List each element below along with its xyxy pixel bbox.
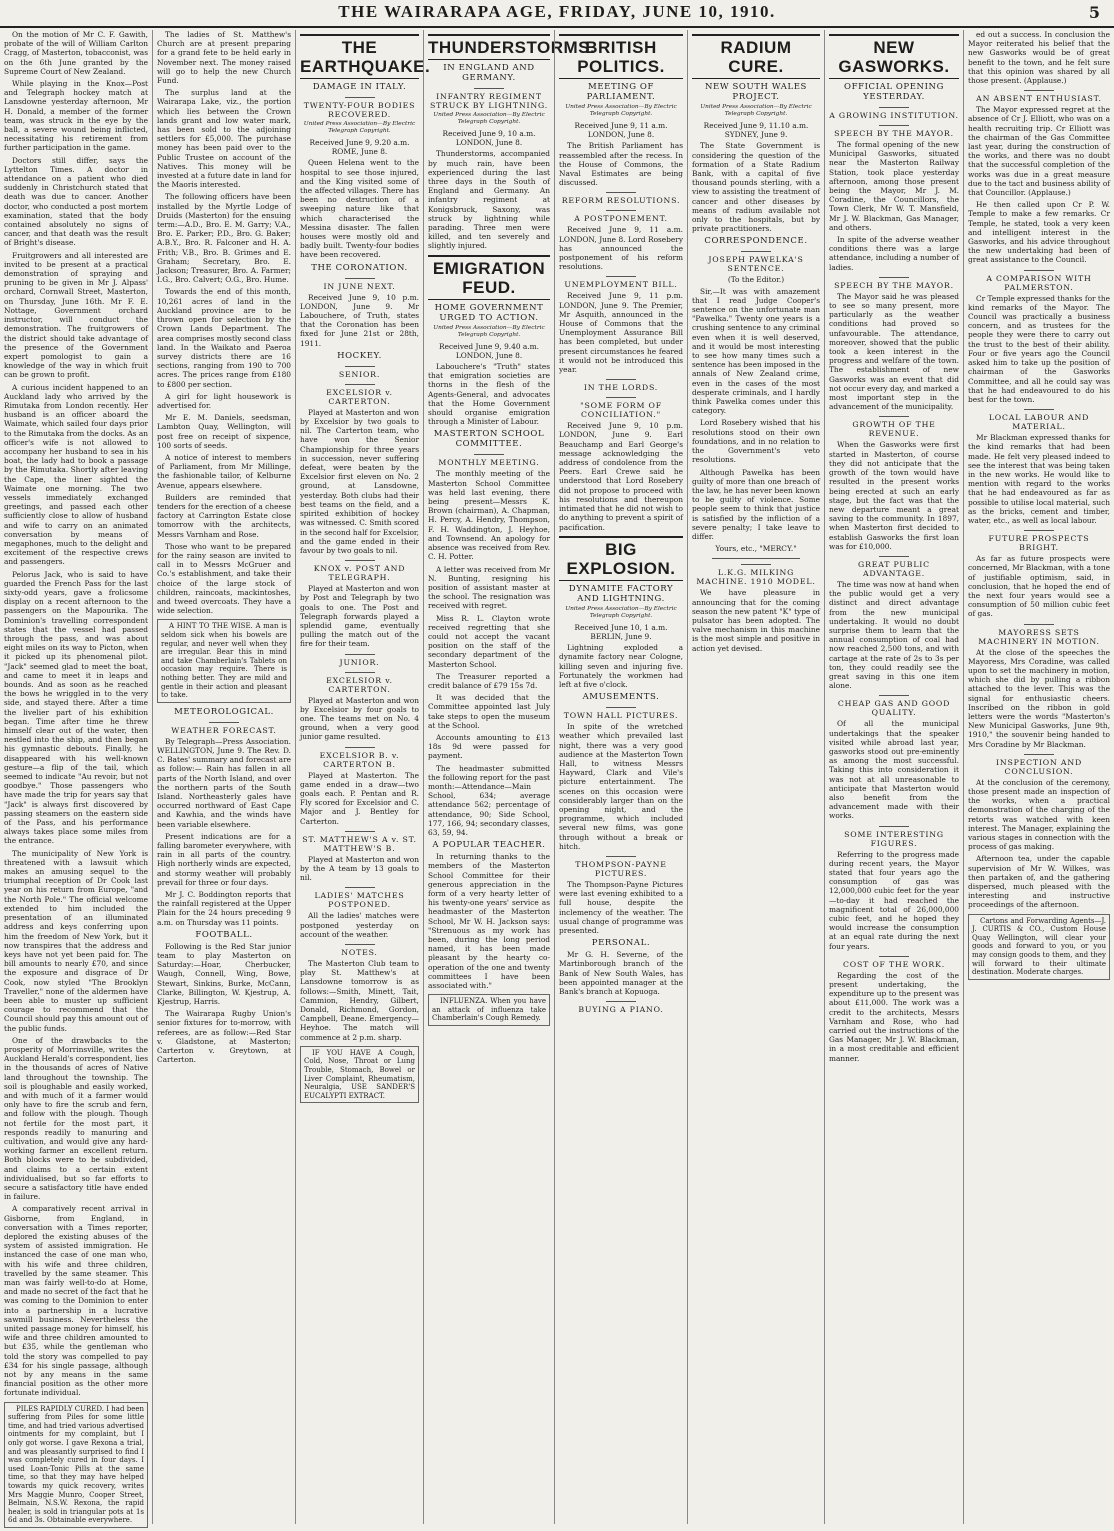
paragraph: The time was now at hand when the public would get a very distinct and direct advantage from the new municipal undertaking. It would no doubt surprise them to learn that the annual consumption of coal had now reached 2,500 tons, and with cartage at the rate of 2s to 3s per ton, they could readily see the great saving in this one item alone.: [829, 579, 959, 691]
paragraph: Received June 9, 11 a.m. LONDON, June 8. Lord Rosebery has announced the postponement of his reform resolutions.: [559, 225, 683, 272]
subheading: SPEECH BY THE MAYOR.: [829, 277, 959, 290]
subheading: OFFICIAL OPENING YESTERDAY.: [844, 82, 944, 102]
subheading: TWENTY-FOUR BODIES RECOVERED.: [300, 97, 419, 119]
advertisement: INFLUENZA. When you have an attack of influenza take Chamberlain's Cough Remedy.: [428, 994, 550, 1026]
paragraph: A curious incident happened to an Auckland lady who arrived by the Rimutaka from London recently. Her husband is an officer aboard the Waimate, which sailed four days prior to the Rimutaka from the docks. As an officer's wife is not allowed to accompany her husband to sea in his boat, the lady had to book a passage by the Rimutaka. Shortly after leaving the Cape, the liner sighted the Waimate one morning. The two vessels immediately exchanged greetings, and passed each other sufficiently close to allow of husband and wife to carry on an animated conversation by means of megaphones, much to the delight and excitement of the respective crews and passengers.: [4, 382, 148, 567]
paragraph: It was decided that the Committee appointed last July take steps to open the museum at the School.: [428, 693, 550, 730]
paragraph: The monthly meeting of the Masterton School Committee was held last evening, there being present—Messrs K. Brown (chairman), A. Chapman, H. Percy, A. Hendry, Thompson, F. H. Waddington, J. Heyhoe, and Townsend. An apology for absence was received from Rev. C. H. Potter.: [428, 469, 550, 562]
paragraph: Lord Rosebery wished that his resolutions stood on their own foundations, and in no relation to the Government's veto resolutions.: [692, 418, 820, 465]
masthead-title: THE WAIRARAPA AGE, FRIDAY, JUNE 10, 1910.: [338, 2, 776, 21]
subheading: A COMPARISON WITH PALMERSTON.: [968, 270, 1110, 292]
column-5: [554, 30, 687, 1524]
paragraph: Present indications are for a falling barometer everywhere, with rain in all parts of the country. High northerly winds are expected, and stormy weather will probably prevail for three or four days.: [157, 831, 291, 887]
subheading: KNOX v. POST AND TELEGRAPH.: [300, 560, 419, 582]
editor-note: (To the Editor.): [727, 275, 785, 285]
headline: EMIGRATION FEUD.: [428, 255, 550, 300]
paragraph: Afternoon tea, under the capable supervision of Mr W. Wilkes, was then partaken of, and the gathering dispersed, much pleased with the interesting and instructive proceedings of the afternoon.: [968, 854, 1110, 910]
paragraph: Thunderstorms, accompanied by much rain, have been experienced during the last three days in the South of England and Germany. An infantry regiment at Konigsbruck, Saxony, was struck by lightning while parading. Three men were killed, and ten severely and slightly injured.: [428, 149, 550, 251]
paragraph: The following officers have been installed by the Myrtle Lodge of Druids (Masterton) for the ensuing term:—A.D., Bro. E. M. Garry; V.A., Bro. E. Parker; P.D., Bro. G. Baker; A.B.Y., Bro. R. Falconer and H. A. Frith; V.B., Bro. B. Grimes and E. Graham; Secretary, Bro. E. Jackson; Treasurer, Bro. A. Farmer; I.G., Bro. Calvert; O.G., Bro. Hume.: [157, 192, 291, 285]
paragraph: ed out a success. In conclusion the Mayor reiterated his belief that the new Gasworks would be of great benefit to the town, and he felt sure that this opinion was shared by all those present. (Applause.): [968, 30, 1110, 86]
advertisement: PILES RAPIDLY CURED. I had been suffering from Piles for some little time, and had tried various advertised ointments for my complaint, but I only got worse. I gave Rexona a trial, and was pleasantly surprised to find I was completely cured in four days. I used Loan-Tonic Pills at the same time, so that they may have helped towards my quick recovery, writes Mrs Maggie Munro, Cooper Street, Belmain, N.S.W. Rexona, the rapid healer, is sold in triangular pots at 1s 6d and 3s. Obtainable everywhere.: [4, 1402, 148, 1528]
subheading: JUNIOR.: [300, 654, 419, 667]
paragraph: By Telegraph—Press Association. WELLINGTON, June 9. The Rev. D. C. Bates' summary and forecast are as follow:— Rain has fallen in all parts of the North Island, and over the northern parts of the South Island. Northeasterly gales have occurred northward of East Cape and Kawhia, and the winds have been variable elsewhere.: [157, 736, 291, 829]
section-heading: MASTERTON SCHOOL COMMITTEE.: [433, 429, 545, 450]
section-heading: FOOTBALL.: [195, 929, 253, 940]
paragraph: Those who want to be prepared for the rainy season are invited to call in to Messrs McGruer and Co.'s establishment, and take their choice of the large stock of children, raincoats, mackintoshes, and tweed overcoats. They have a wide selection.: [157, 541, 291, 616]
subheading: AN ABSENT ENTHUSIAST.: [968, 90, 1110, 103]
paragraph: Labouchere's "Truth" states that emigration societies are thorns in the flesh of the Agents-General, and advocates that the Home Government should organise emigration through a Minister of Labour.: [428, 362, 550, 427]
subheading: NOTES.: [300, 944, 419, 957]
paragraph: Played at Masterton. The game ended in a draw—two goals each. P. Pentan and R. Fly scored for Excelsior and C. Major and J. Bentley for Carterton.: [300, 770, 419, 826]
page-number: 5: [1088, 3, 1100, 22]
subheading: TOWN HALL PICTURES.: [559, 707, 683, 720]
paragraph: Cr Temple expressed thanks for the kind remarks of the Mayor. The Council was practically a business concern, and as trustees for the people they were there to carry out the trust to the best of their ability. Four or five years ago the Council asked him to take up the position of chairman of the Gasworks Committee, and all he could say was that he had endeavoured to do his best for the town.: [968, 293, 1110, 404]
section-heading: HOCKEY.: [337, 350, 382, 361]
subheading: "SOME FORM OF CONCILIATION.": [559, 397, 683, 419]
paragraph: One of the drawbacks to the prosperity of Morrinsville, writes the Auckland Herald's correspondent, lies in the thousands of acres of Native land throughout the township. The soil is ploughable and easily worked, and with much of it a farmer would only have to fire the scrub and fern, and follow with the plough. Though not fertile for the most part, it responds readily to manuring and cultivation, and would give any hard-working farmer an excellent return. Both blocks were to be subdivided, and claims to a certain extent individualised, but so far efforts to secure a satisfactory title have ended in failure.: [4, 1035, 148, 1202]
headline: RADIUM CURE.: [692, 34, 820, 79]
paragraph: A comparatively recent arrival in Gisborne, from England, in conversation with a Times reporter, deplored the existing abuses of the system of assisted immigration. He instanced the case of one man who, with his wife and three children, travelled by the same steamer. This man was fairly well-to-do at Home, and made no secret of the fact that he was coming to the Dominion to enter into a partnership in a lucrative sawmill business. Nevertheless the united passage money for himself, his wife and three children amounted to but £35, while the gentleman who told the story was compelled to pay £34 for his single passage, although not by any means in the same financial position as the other more fortunate individual.: [4, 1204, 148, 1398]
paragraph: The British Parliament has reassembled after the recess. In the House of Commons, the Naval Estimates are being discussed.: [559, 141, 683, 188]
headline: NEW GASWORKS.: [829, 34, 959, 79]
paragraph: Mr E. M. Daniels, seedsman, Lambton Quay, Wellington, will post free on receipt of sixpence, 100 sorts of seeds.: [157, 413, 291, 450]
paragraph: Mr J. C. Boddington reports that the rainfall registered at the Upper Plain for the 24 hours preceding 9 a.m. on Thursday was 11 points.: [157, 889, 291, 927]
masthead: [0, 0, 1114, 28]
subheading: COST OF THE WORK.: [829, 956, 959, 969]
paragraph: Received June 9, 11 p.m. LONDON, June 9. The Premier, Mr Asquith, announced in the House of Commons that the Unemployment Assurance Bill has been completed, but under present circumstances he feared it would not be introduced this year.: [559, 291, 683, 375]
subheading: A POSTPONEMENT.: [559, 210, 683, 223]
advertisement: A HINT TO THE WISE. A man is seldom sick when his bowels are regular, and never well when they are irregular. Bear this in mind and take Chamberlain's Tablets on occasion may require. There is nothing better. They are mild and gentle in their action and pleasant to take.: [157, 619, 291, 702]
column-1: [0, 30, 152, 1524]
paragraph: The Thompson-Payne Pictures were last evening exhibited to a full house, despite the inclemency of the weather. The usual change of programme was presented.: [559, 879, 683, 935]
paragraph: The municipality of New York is threatened with a lawsuit which makes an amusing sequel to the triumphal reception of Dr Cook last year on his return from Europe, "and the North Pole." The official welcome extended to him included the presentation of an illuminated address and keys conferring upon him the freedom of New York, but it now transpires that the address and keys have not yet been paid for. The bill amounts to nearly £70, and since the exposure and disgrace of Dr Cook, now styled "The Brooklyn Traveller," none of the aldermen have been able to muster up sufficient courage to recommend that the Council should pay this amount out of the public funds.: [4, 848, 148, 1033]
paragraph: Builders are reminded that tenders for the erection of a cheese factory at Carrington Estate close tomorrow with the architects, Messrs Varnham and Rose.: [157, 492, 291, 539]
paragraph: The Wairarapa Rugby Union's senior fixtures for to-morrow, with referees, are as follow:—Red Star v. Gladstone, at Masterton; Carterton v. Greytown, at Carterton.: [157, 1009, 291, 1065]
paragraph: As far as future prospects were concerned, Mr Blackman, with a tone of justifiable optimism, said, in conclusion, that he hoped the end of the next four years would see a consumption of 50 million cubic feet of gas.: [968, 554, 1110, 619]
paragraph: At the conclusion of the ceremony, those present made an inspection of the works, when a practical demonstration of the charging of the retorts was watched with keen interest. The Manager, explaining the various stages in connection with the process of gas making.: [968, 777, 1110, 852]
section-heading: METEOROLOGICAL.: [174, 706, 274, 717]
paragraph: All the ladies' matches were postponed yesterday on account of the weather.: [300, 911, 419, 939]
paragraph: The formal opening of the new Municipal Gasworks, situated near the Masterton Railway Station, took place yesterday afternoon, among those present being the Mayor, Mr J. M. Coradine, the Councillors, the Town Clerk, Mr W. T. Mansfield, Mr J. W. Blackman, Gas Manager, and others.: [829, 140, 959, 232]
subheading: GREAT PUBLIC ADVANTAGE.: [829, 556, 959, 578]
column-6: [687, 30, 824, 1524]
headline: BIG EXPLOSION.: [559, 536, 683, 581]
subheading: DYNAMITE FACTORY AND LIGHTNING.: [568, 583, 674, 604]
paragraph: Referring to the progress made during recent years, the Mayor stated that four years ago the consumption of gas was 12,000,000 cubic feet for the year—to-day it had reached the magnificent total of 26,000,000 cubic feet, and he hoped they would increase the consumption at an equal rate during the next four years.: [829, 849, 959, 951]
column-3: [295, 30, 431, 1524]
paragraph: The ladies of St. Matthew's Church are at present preparing for a grand fete to be held early in November next. The money raised will go to help the new Church Fund.: [157, 30, 291, 86]
paragraph: The Treasurer reported a credit balance of £79 15s 7d.: [428, 671, 550, 690]
paragraph: Although Pawelka has been guilty of more than one breach of the law, he has never been known to be guilty of violence. Some people seem to think that justice is satisfied by the infliction of a severe penalty; I take leave to differ.: [692, 467, 820, 541]
wire-credit: United Press Association—By Electric Telegraph Copyright.: [700, 104, 812, 117]
subheading: LADIES' MATCHES POSTPONED.: [300, 887, 419, 909]
paragraph: The surplus land at the Wairarapa Lake, viz., the portion which lies between the Crown lands grant and low water mark, has been sold to the adjoining settlers for £5,000. The purchase money has been paid over to the Public Trustee on account of the Natives. This money will be invested at a future date in land for the Maoris interested.: [157, 88, 291, 190]
dateline: Received June 9, 11.10 a.m. SYDNEY, June 9.: [703, 121, 809, 140]
advertisement: IF YOU HAVE A Cough, Cold, Nose, Throat or Lung Trouble, Stomach, Bowel or Liver Complaint, Rheumatism, Neuralgia, USE SANDER'S EUCALYPTI EXTRACT.: [300, 1046, 419, 1104]
paragraph: The Mayor said he was pleased to see so many present, more particularly as the weather conditions had proved so unfavourable. The attendance, moreover, showed that the public took a keen interest in the progress and welfare of the town. The establishment of new Gasworks was an event that did not occur every day, and marked a most important step in the advancement of the municipality.: [829, 291, 959, 412]
divider: [712, 558, 800, 559]
paragraph: On the motion of Mr C. F. Gawith, probate of the will of William Carlton Cragg, of Masterton, tobacconist, was on the 6th June granted by the Supreme Court of New Zealand.: [4, 30, 148, 76]
subheading: JOSEPH PAWELKA'S SENTENCE.: [692, 251, 820, 273]
section-heading: CORRESPONDENCE.: [704, 236, 808, 247]
subheading: SOME INTERESTING FIGURES.: [829, 826, 959, 848]
paragraph: Following is the Red Star junior team to play Masterton on Saturday:—Hoar, Cherbucker, Waugh, Connell, Wing, Bowe, Stewart, Sinkins, Burke, McCann, Clarke, Billington, W. Kjestrup, A. Kjestrup, Harris.: [157, 941, 291, 1007]
paragraph: Mr Blackman expressed thanks for the kind remarks that had been made. He felt very pleased indeed to see the interest that was being taken in the new works. He would like to mention with regard to the works that he had endeavoured as far as possible to utilise local material, such as the bricks, cement and timber, water, etc., as well as local labour.: [968, 433, 1110, 525]
paragraph: The Masterton Club team to play St. Matthew's at Lansdowne tomorrow is as follows:—Smith, Minett, Tait, Cammion, Hendry, Gilbert, Donald, Richmond, Gordon, Campbell, Deane. Emergency—Heyhoe. The match will commence at 2 p.m. sharp.: [300, 958, 419, 1042]
dateline: Received June 9, 9.20 a.m. ROME, June 8.: [309, 138, 410, 157]
signature: Yours, etc., "MERCY.": [715, 544, 797, 554]
subheading: INSPECTION AND CONCLUSION.: [968, 754, 1110, 776]
paragraph: Played at Masterton and won by Excelsior by two goals to nil. The Carterton team, who have won the Senior Championship for three years in succession, never suffering defeat, were beaten by the Excelsior first eleven on No. 2 ground, at Lansdowne, yesterday. Both clubs had their best teams on the field, and a spirited exhibition of hockey was witnessed. C. Smith scored in the second half for Excelsior, and the game ended in their favour by two goals to nil.: [300, 407, 419, 555]
paragraph: Fruitgrowers and all interested are invited to be present at a practical demonstration of spraying and pruning to be given in Mr J. Alpass' orchard, Cornwall Street, Masterton, on Thursday, June 16th. Mr F. E. Nottage, Government orchard instructor, will conduct the demonstration. The fruitgrowers of the district should take advantage of the presence of the Government expert pomologist to gain a knowledge of the way in which fruit can be grown to profit.: [4, 250, 148, 380]
subheading: SPEECH BY THE MAYOR.: [829, 125, 959, 138]
headline: THE EARTHQUAKE.: [300, 34, 419, 79]
paragraph: At the close of the speeches the Mayoress, Mrs Coradine, was called upon to set the machinery in motion, which she did by pulling a ribbon attached to the lever. This was the signal for enthusiastic cheers. Inscribed on the ribbon in gold letters were the words "Masterton's New Municipal Gasworks, June 9th, 1910," the souvenir being handed to Mrs Coradine by Mr Blackman.: [968, 647, 1110, 749]
subheading: NEW SOUTH WALES PROJECT.: [705, 82, 807, 102]
paragraph: The Mayor expressed regret at the absence of Cr J. Elliott, who was on a health recruiting trip. Cr Elliott was the chairman of the Gas Committee last year, during the construction of the works, and there was no doubt that the successful completion of the works was due in a great measure due to the tact and business ability of that Councillor. (Applause.): [968, 105, 1110, 198]
subheading: GROWTH OF THE REVENUE.: [829, 416, 959, 438]
wire-credit: United Press Association—By Electric Telegraph Copyright.: [433, 112, 545, 125]
subheading: EXCELSIOR B. v. CARTERTON B.: [300, 747, 419, 769]
paragraph: Played at Masterton and won by the A team by 13 goals to nil.: [300, 854, 419, 883]
paragraph: When the Gasworks were first started in Masterton, of course they did not anticipate that the growth of the town would have resulted in the present works being erected at such an early stage, but the fact was that the new departure meant a great saving to the community. In 1897, when Masterton first decided to establish Gasworks the first loan was for £10,000.: [829, 440, 959, 551]
subheading: MAYORESS SETS MACHINERY IN MOTION.: [968, 624, 1110, 646]
subheading: L.K.G. MILKING MACHINE. 1910 MODEL.: [692, 564, 820, 586]
paragraph: Of all the municipal undertakings that the speaker visited while abroad last year, gasworks stood out pre-eminently as among the most successful. Taking this into consideration it was not at all unreasonable to anticipate that Masterton would also benefit from the advancement made with their works.: [829, 719, 959, 821]
dateline: Received June 9, 11 a.m. LONDON, June 8.: [574, 121, 668, 140]
subheading: IN ENGLAND AND GERMANY.: [443, 63, 535, 83]
paragraph: Received June 9, 10 p.m. LONDON, June 9. Earl Beauchamp and Earl George's message acknowledging the address of condolence from the Peers. Earl Crewe said he understood that Lord Rosebery did not propose to proceed with his resolutions and thereupon intimated that he did not wish to do anything to prevent a spirit of pacification.: [559, 421, 683, 532]
subheading: REFORM RESOLUTIONS.: [559, 192, 683, 205]
paragraph: In returning thanks to the members of the Masterton School Committee for their generous appreciation in the form of a very hearty letter of his twenty-one years' service as headmaster of the Masterton School, Mr W. H. Jackson says: "Strenuous as my work has been, during the long period named, it has been made pleasant by the hearty co-operation of the one and twenty committees I have been associated with.": [428, 852, 550, 991]
subheading: UNEMPLOYMENT BILL.: [559, 276, 683, 289]
subheading: EXCELSIOR v. CARTERTON.: [300, 672, 419, 694]
advertisement: Cartons and Forwarding Agents—J. J. CURTIS & CO., Custom House Quay Wellington, will clear your goods and forward to you, or you may consign goods to them, and they will forward to their ultimate destination. Moderate charges.: [968, 914, 1110, 980]
paragraph: Received June 9, 10 p.m. LONDON, June 9. Mr Labouchere, of Truth, states that the Coronation has been fixed for June 21st or 28th, 1911.: [300, 292, 419, 348]
subheading: BUYING A PIANO.: [559, 1001, 683, 1014]
paragraph: Lightning exploded a dynamite factory near Cologne, killing seven and injuring five. Fortunately the workmen had left at five o'clock.: [559, 643, 683, 689]
wire-credit: United Press Association—By Electric Telegraph Copyright.: [303, 121, 416, 134]
column-7: [824, 30, 963, 1524]
section-heading: PERSONAL.: [591, 938, 651, 949]
headline: BRITISH POLITICS.: [559, 34, 683, 79]
subheading: FUTURE PROSPECTS BRIGHT.: [968, 530, 1110, 552]
paragraph: The State Government is considering the question of the formation of a State Radium Bank, with a capital of five thousand pounds sterling, with a view to assisting the treatment of cancer and other diseases by means of radium available not only to the hospitals, but by private practitioners.: [692, 141, 820, 234]
subheading: LOCAL LABOUR AND MATERIAL.: [968, 409, 1110, 431]
paragraph: Mr G. H. Severne, of the Martinborough branch of the Bank of New South Wales, has been appointed manager at the Bank's branch at Kopuoga.: [559, 950, 683, 996]
subheading: CHEAP GAS AND GOOD QUALITY.: [829, 695, 959, 717]
subheading: HOME GOVERNMENT URGED TO ACTION.: [434, 302, 544, 323]
subheading: DAMAGE IN ITALY.: [312, 82, 407, 92]
paragraph: Pelorus Jack, who is said to have guarded the French Pass for the last sixty-odd years, gave a frolicsome display on a recent afternoon to the passengers on the Mapourika. The Dominion's travelling correspondent states that the vessel had passed through the pass, and was about eight miles on its way to Picton, when it picked up its phenomenal pilot. "Jack" seemed glad to meet the boat, and came to meet it in leaps and bounds. And as soon as he reached the bows he wriggled in to the very side, and stayed there. After a time the livelier part of his exhibition began. Time after time he threw himself clear out of the water, then nestled into the ship, and then began his gymnastic debouts. Finally, he disappeared with his well-known gesture—a flip of the tail, which seemed to indicate "Au revoir, but not goodbye." Those passengers who have made the trip for years say that "Jack" is always first discovered by passing steamers on the eastern side of the Pass, and his performance always takes place some miles from the entrance.: [4, 569, 148, 846]
paragraph: In spite of the wretched weather which prevailed last night, there was a very good audience at the Masterton Town Hall, to witness Messrs Hayward, Clark and Vile's picture entertainment. The scenes on this occasion were considerably larger than on the opening night, and the programme, which included several new films, was gone through without a break or hitch.: [559, 722, 683, 851]
subheading: ST. MATTHEW'S A v. ST. MATTHEW'S B.: [300, 831, 419, 853]
subheading: MONTHLY MEETING.: [428, 454, 550, 467]
wire-credit: United Press Association—By Electric Telegraph Copyright.: [565, 104, 677, 117]
subheading: WEATHER FORECAST.: [157, 722, 291, 735]
subheading: MEETING OF PARLIAMENT.: [586, 82, 656, 102]
wire-credit: United Press Association—By Electric Telegraph Copyright.: [565, 605, 677, 619]
dateline: Received June 10, 1 a.m. BERLIN, June 9.: [574, 622, 668, 641]
paragraph: In spite of the adverse weather conditions there was a large attendance, including a number of ladies.: [829, 235, 959, 272]
paragraph: Played at Masterton and won by Excelsior by four goals to one. The teams met on No. 4 ground, when a very good junior game resulted.: [300, 695, 419, 742]
paragraph: Regarding the cost of the present undertaking, the expenditure up to the present was about £11,000. The work was a credit to the architects, Messrs Varnham and Rose, who had carried out the instructions of the Gas Manager, Mr J. W. Blackman, in a most creditable and efficient manner.: [829, 970, 959, 1063]
section-heading: THE CORONATION.: [311, 262, 408, 273]
subheading: A GROWING INSTITUTION.: [829, 107, 959, 120]
subheading: INFANTRY REGIMENT STRUCK BY LIGHTNING.: [428, 88, 550, 110]
paragraph: Towards the end of this month, 10,261 acres of land in the Auckland province are to be thrown open for selection by the Crown Lands Department. The area comprises mostly second class land. In the Waikato and Paeroa survey districts there are 16 sections, ranging from 190 to 700 acres. The prices range from £180 to £800 per section.: [157, 287, 291, 389]
paragraph: We have pleasure in announcing that for the coming season the new patent "K" type of pulsator has been adopted. The valve mechanism in this machine is the most simple and positive in action yet devised.: [692, 588, 820, 653]
wire-credit: United Press Association—By Electric Telegraph Copyright.: [433, 324, 545, 338]
subheading: IN JUNE NEXT.: [300, 278, 419, 291]
paragraph: Sir,—It was with amazement that I read Judge Cooper's sentence on the unfortunate man "Pawelka." Twenty one years is a crushing sentence to any criminal even when it is well deserved, and it would be most interesting to see how many times such a sentence has been imposed in the annals of New Zealand crime, even in the cases of the most desperate criminals, and I hardly think Pawelka comes under this category.: [692, 286, 820, 416]
paragraph: Accounts amounting to £13 18s 9d were passed for payment.: [428, 732, 550, 761]
dateline: Received June 9, 10 a.m. LONDON, June 8.: [442, 129, 536, 148]
paragraph: He then called upon Cr P. W. Temple to make a few remarks. Cr Temple, he stated, took a very keen and intelligent interest in the Gasworks, and his advice throughout the new undertaking had been of great assistance to the Council.: [968, 200, 1110, 265]
paragraph: While playing in the Knox—Post and Telegraph hockey match at Lansdowne yesterday afternoon, Mr H. Donald, a member of the former team, was struck in the eye by the ball, a severe wound being inflicted, necessitating his retirement from further participation in the game.: [4, 79, 148, 153]
paragraph: Doctors still differ, says the Lyttelton Times. A doctor in attendance on a patient who died suddenly in Christchurch stated that death was due to cancer. Another doctor, who conducted a post mortem examination, stated that the body contained absolutely no signs of cancer, and that death was the result of Bright's disease.: [4, 155, 148, 248]
dateline: Received June 9, 9.40 a.m. LONDON, June 8.: [439, 341, 539, 360]
subheading: THOMPSON-PAYNE PICTURES.: [559, 856, 683, 878]
paragraph: The headmaster submitted the following report for the past month:—Attendance—Main School, 634; average attendance 562; percentage of attendance, 90; Side School, 177, 166, 94; secondary classes, 63, 59, 94.: [428, 763, 550, 837]
paragraph: A girl for light housework is advertised for.: [157, 391, 291, 410]
paragraph: Queen Helena went to the hospital to see those injured, and the King visited some of the affected villages. There has been no destruction of a sweeping nature like that which characterised the Messina disaster. The fallen houses were mostly old and badly built. Twenty-four bodies have been recovered.: [300, 158, 419, 260]
paragraph: A letter was received from Mr N. Bunting, resigning his position of assistant master at the school. The resignation was received with regret.: [428, 564, 550, 611]
headline: THUNDERSTORMS.: [428, 34, 550, 60]
paragraph: Played at Masterton and won by Post and Telegraph by two goals to one. The Post and Telegraph forwards played a splendid game, eventually pulling the match out of the fire for their team.: [300, 584, 419, 649]
column-4: [423, 30, 596, 1524]
column-8: [963, 30, 1114, 1524]
paragraph: A notice of interest to members of Parliament, from Mr Millinge, the fashionable tailor, of Kelburne Avenue, appears elsewhere.: [157, 452, 291, 490]
subheading: EXCELSIOR v. CARTERTON.: [300, 384, 419, 406]
column-2: [152, 30, 295, 1524]
section-heading: AMUSEMENTS.: [582, 692, 660, 703]
subheading: SENIOR.: [300, 366, 419, 379]
section-heading: A POPULAR TEACHER.: [432, 840, 546, 851]
paragraph: Miss R. L. Clayton wrote received regretting that she could not accept the vacant position on the staff of the secondary department of the Masterton School.: [428, 613, 550, 669]
subheading: IN THE LORDS.: [559, 379, 683, 392]
